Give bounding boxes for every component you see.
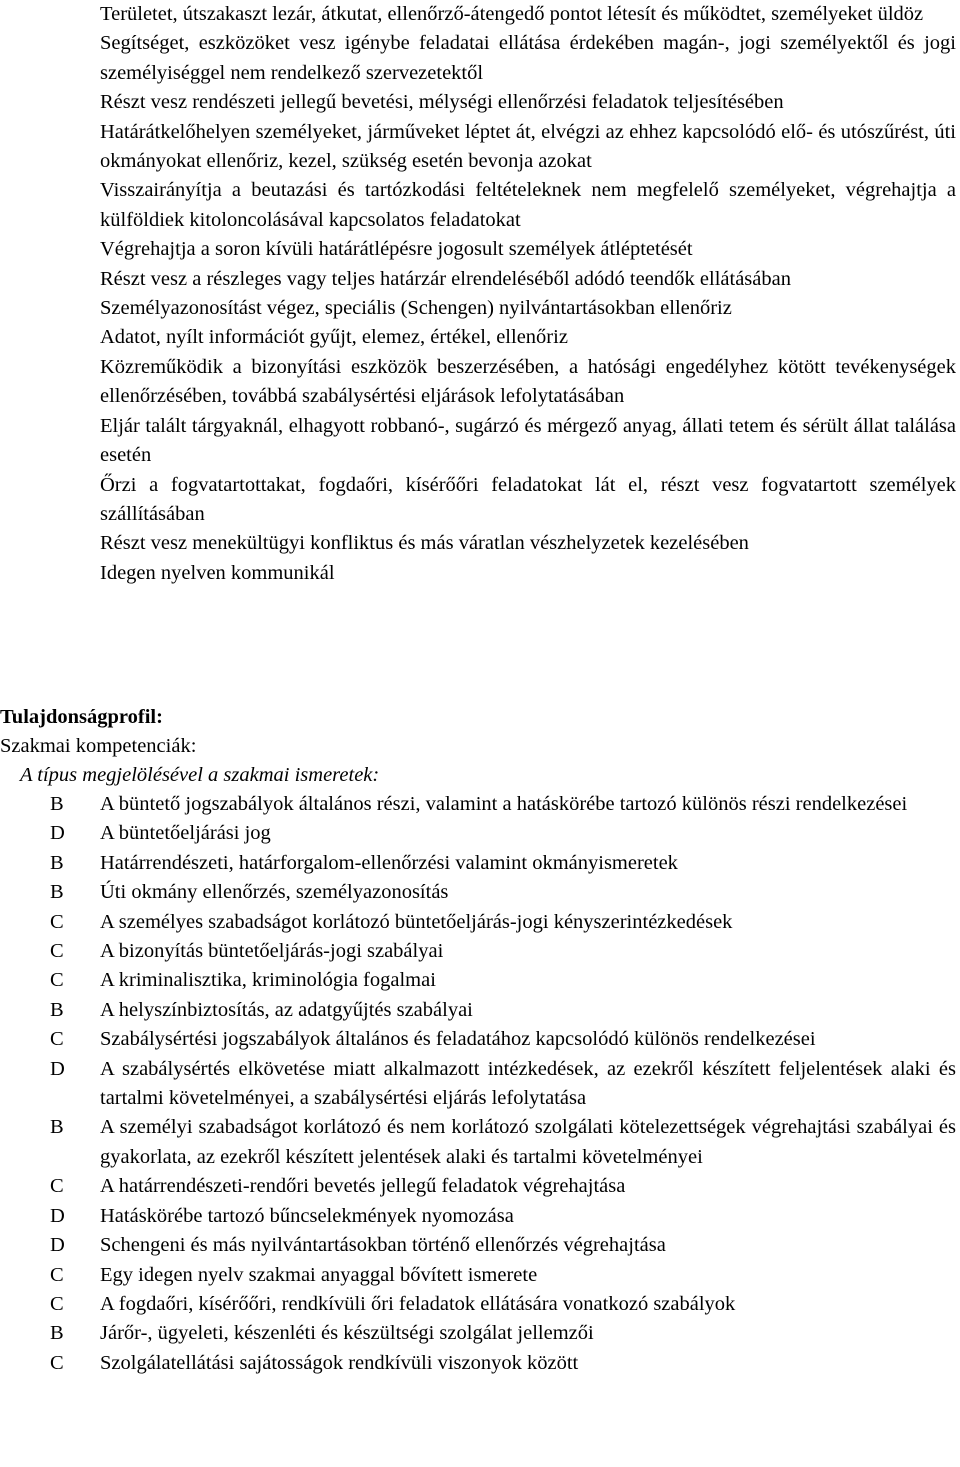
knowledge-type-code: B [50, 881, 64, 904]
knowledge-item [0, 1172, 956, 1201]
knowledge-item [0, 1055, 956, 1114]
knowledge-item [0, 1202, 956, 1231]
knowledge-type-code: D [50, 822, 65, 845]
task-item: Közreműködik a bizonyítási eszközök beszerzésében, a hatósági engedélyhez kötött tevékenységek ellenőrzésében, továbbá szabálysértési eljárások lefolytatásában [100, 355, 956, 408]
knowledge-item [0, 937, 956, 966]
task-item: Adatot, nyílt információt gyűjt, elemez, értékel, ellenőriz [100, 326, 568, 349]
knowledge-text: A kriminalisztika, kriminológia fogalmai [100, 969, 436, 992]
knowledge-type-code: D [50, 1057, 65, 1080]
knowledge-text: A személyi szabadságot korlátozó és nem korlátozó szolgálati kötelezettségek végrehajtási szabályai és gyakorlata, az ezekről készített jelentések alaki és tartalmi követelményei [100, 1116, 956, 1168]
knowledge-text: Szabálysértési jogszabályok általános és feladatához kapcsolódó különös rendelkezései [100, 1028, 816, 1051]
knowledge-item [0, 1261, 956, 1290]
knowledge-text: Járőr-, ügyeleti, készenléti és készültségi szolgálat jellemzői [100, 1322, 594, 1345]
task-item: Segítséget, eszközöket vesz igénybe feladatai ellátása érdekében magán-, jogi személyektől és jogi személyiséggel nem rendelkező szervezetektől [100, 32, 956, 84]
knowledge-type-code: B [50, 1322, 64, 1345]
knowledge-item [0, 1349, 956, 1378]
knowledge-type-code: C [50, 1175, 64, 1198]
knowledge-text: Egy idegen nyelv szakmai anyaggal bővített ismerete [100, 1263, 538, 1286]
knowledge-type-code: B [50, 998, 64, 1021]
knowledge-item [0, 819, 956, 848]
knowledge-type-code: C [50, 910, 64, 933]
task-item: Részt vesz a részleges vagy teljes határzár elrendeléséből adódó teendők ellátásában [100, 267, 791, 290]
knowledge-type-code: C [50, 940, 64, 963]
knowledge-item [0, 790, 956, 819]
task-item: Őrzi a fogvatartottakat, fogdaőri, kísérőőri feladatokat lát el, részt vesz fogvatartott személyek szállításában [100, 473, 956, 525]
knowledge-text: A büntető jogszabályok általános részi, valamint a hatáskörébe tartozó különös részi rendelkezései [100, 793, 908, 815]
task-item: Végrehajtja a soron kívüli határátlépésre jogosult személyek átléptetését [100, 238, 693, 261]
knowledge-item [0, 1231, 956, 1260]
knowledge-text: A büntetőeljárási jog [100, 822, 271, 845]
task-item: Területet, útszakaszt lezár, átkutat, ellenőrző-átengedő pontot létesít és működtet, személyeket üldöz [100, 3, 924, 25]
knowledge-item [0, 1290, 956, 1319]
knowledge-type-code: D [50, 1204, 65, 1227]
knowledge-item [0, 1113, 956, 1172]
knowledge-list [0, 790, 956, 1378]
task-item: Részt vesz menekültügyi konfliktus és más váratlan vészhelyzetek kezelésében [100, 532, 749, 555]
knowledge-type-code: B [50, 793, 64, 815]
task-list [100, 0, 956, 588]
task-item: Visszairányítja a beutazási és tartózkodási feltételeknek nem megfelelő személyeket, végrehajtja a külföldiek kitoloncolásával kapcsolatos feladatokat [100, 179, 956, 231]
knowledge-text: A szabálysértés elkövetése miatt alkalmazott intézkedések, az ezekről készített feljelentések alaki és tartalmi követelményei, a szabálysértési eljárás lefolytatása [100, 1057, 956, 1110]
knowledge-text: Úti okmány ellenőrzés, személyazonosítás [100, 881, 449, 904]
knowledge-item [0, 908, 956, 937]
knowledge-type-heading: A típus megjelölésével a szakmai ismeretek: [20, 764, 380, 786]
knowledge-item [0, 966, 956, 995]
knowledge-type-code: B [50, 851, 64, 874]
task-item: Idegen nyelven kommunikál [100, 561, 335, 584]
task-item: Határátkelőhelyen személyeket, járműveket léptet át, elvégzi az ehhez kapcsolódó elő- és utószűrést, úti okmányokat ellenőriz, kezel, szükség esetén bevonja azokat [100, 120, 956, 173]
knowledge-text: Határrendészeti, határforgalom-ellenőrzési valamint okmányismeretek [100, 851, 678, 874]
knowledge-type-code: C [50, 969, 64, 992]
knowledge-type-code: D [50, 1234, 65, 1257]
task-item: Eljár talált tárgyaknál, elhagyott robbanó-, sugárzó és mérgező anyag, állati tetem és sérült állat találása esetén [100, 414, 956, 467]
profile-heading: Tulajdonságprofil: [0, 706, 163, 728]
knowledge-type-code: C [50, 1292, 64, 1315]
knowledge-text: Schengeni és más nyilvántartásokban történő ellenőrzés végrehajtása [100, 1234, 666, 1257]
competence-heading: Szakmai kompetenciák: [0, 735, 197, 757]
knowledge-item [0, 1319, 956, 1348]
knowledge-type-code: C [50, 1351, 64, 1374]
task-item: Személyazonosítást végez, speciális (Schengen) nyilvántartásokban ellenőriz [100, 297, 732, 320]
knowledge-type-code: B [50, 1116, 64, 1139]
knowledge-item [0, 1025, 956, 1054]
knowledge-text: A helyszínbiztosítás, az adatgyűjtés szabályai [100, 998, 473, 1021]
knowledge-text: A fogdaőri, kísérőőri, rendkívüli őri feladatok ellátására vonatkozó szabályok [100, 1292, 736, 1315]
task-item: Részt vesz rendészeti jellegű bevetési, mélységi ellenőrzési feladatok teljesítésében [100, 91, 784, 114]
knowledge-item [0, 849, 956, 878]
knowledge-text: A határrendészeti-rendőri bevetés jellegű feladatok végrehajtása [100, 1175, 626, 1198]
knowledge-text: Hatáskörébe tartozó bűncselekmények nyomozása [100, 1204, 514, 1227]
knowledge-text: A személyes szabadságot korlátozó büntetőeljárás-jogi kényszerintézkedések [100, 910, 733, 933]
knowledge-item [0, 996, 956, 1025]
knowledge-type-code: C [50, 1263, 64, 1286]
knowledge-item [0, 878, 956, 907]
knowledge-type-code: C [50, 1028, 64, 1051]
knowledge-text: Szolgálatellátási sajátosságok rendkívüli viszonyok között [100, 1351, 579, 1374]
knowledge-text: A bizonyítás büntetőeljárás-jogi szabályai [100, 940, 444, 963]
